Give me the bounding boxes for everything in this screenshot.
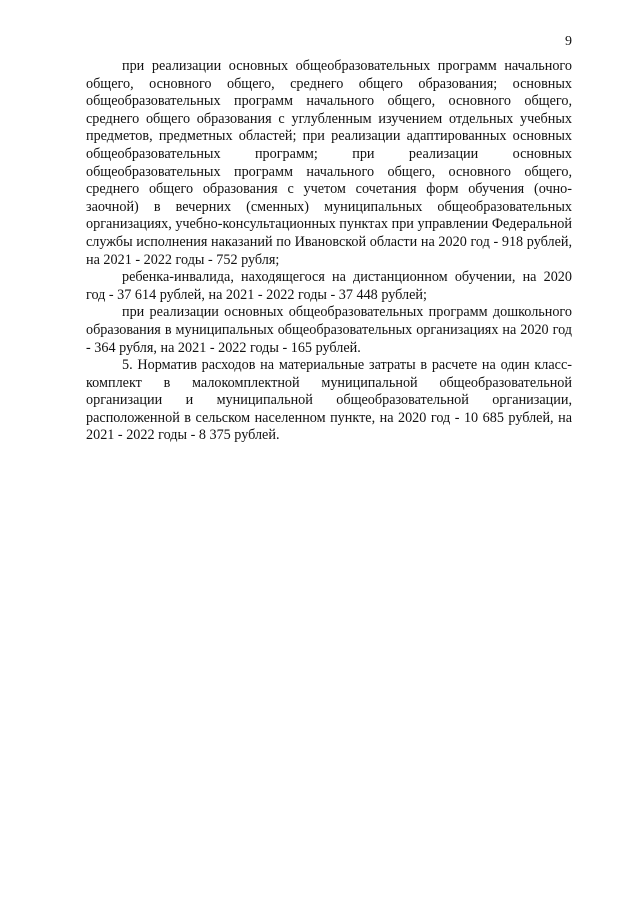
paragraph-disabled-child-remote: ребенка-инвалида, находящегося на дистанционном обучении, на 2020 год - 37 614 рублей, на 2021 - 2022 годы - 37 448 рублей; — [86, 269, 572, 303]
document-body — [86, 58, 572, 445]
paragraph-preschool-education: при реализации основных общеобразовательных программ дошкольного образования в муниципальных общеобразовательных организациях на 2020 год - 364 рубля, на 2021 - 2022 годы - 165 рублей. — [86, 304, 572, 356]
page-number: 9 — [565, 34, 572, 49]
paragraph-norm-5-material-costs: 5. Норматив расходов на материальные затраты в расчете на один класс-комплект в малокомплектной муниципальной общеобразовательной организации и муниципальной общеобразовательной организации, расположенной в сельском населенном пункте, на 2020 год - 10 685 рублей, на 2021 - 2022 годы - 8 375 рублей. — [86, 357, 572, 444]
paragraph-general-education: при реализации основных общеобразовательных программ начального общего, основного общего, среднего общего образования; основных общеобразовательных программ начального общего, основного общего, среднего общего образования с углубленным изучением отдельных учебных предметов, предметных областей; при реализации адаптированных основных общеобразовательных программ; при реализации основных общеобразовательных программ начального общего, основного общего, среднего общего образования с учетом сочетания форм обучения (очно-заочной) в вечерних (сменных) муниципальных общеобразовательных организациях, учебно-консультационных пунктах при управлении Федеральной службы исполнения наказаний по Ивановской области на 2020 год - 918 рублей, на 2021 - 2022 годы - 752 рубля; — [86, 58, 572, 268]
